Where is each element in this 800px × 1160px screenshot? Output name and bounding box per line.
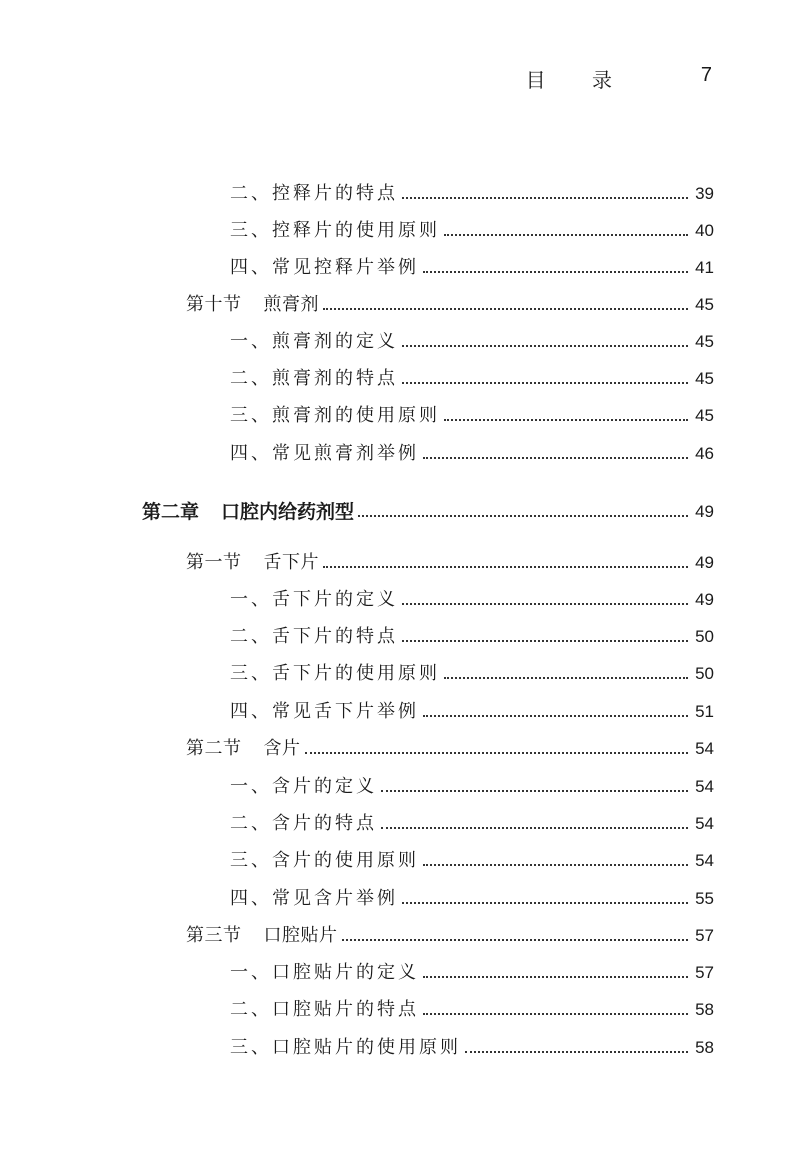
toc-entry-title: 四、常见煎膏剂举例 [230,443,419,464]
toc-item-row [230,254,714,282]
toc-item-row [230,959,714,987]
toc-leader-dots [381,827,688,829]
header-page-number: 7 [700,64,712,86]
toc-item-row [230,660,714,688]
toc-entry-page: 54 [695,777,714,796]
toc-leader-dots [444,677,688,679]
toc-leader-dots [423,457,688,459]
toc-leader-dots [402,197,688,199]
toc-entry-page: 40 [695,221,714,240]
toc-item-row [230,586,714,614]
toc-item-row [230,773,714,801]
toc-entry-title [186,735,301,763]
toc-entry-page: 45 [695,406,714,425]
toc-leader-dots [423,1013,688,1015]
toc-leader-dots [402,902,688,904]
toc-item-row [230,698,714,726]
toc-entry-text: 口腔贴片 [263,925,338,946]
toc-entry-text: 含片 [263,738,301,759]
toc-section-row [186,735,714,763]
toc-leader-dots [402,382,688,384]
toc-leader-dots [381,790,688,792]
toc-entry-page: 54 [695,739,714,758]
toc-entry-label: 第二章 [142,501,200,523]
toc-leader-dots [323,308,688,310]
toc-entry-page: 58 [695,1038,714,1057]
toc-entry-page: 51 [695,702,714,721]
toc-entry-text: 口腔内给药剂型 [221,501,355,523]
toc-item-row [230,1034,714,1062]
toc-item-row [230,328,714,356]
toc-entry-text: 煎膏剂 [263,294,319,315]
toc-leader-dots [402,345,688,347]
toc-leader-dots [305,752,689,754]
toc-item-row [230,402,714,430]
toc-entry-label: 第一节 [186,552,242,573]
toc-entry-title [186,922,338,950]
toc-leader-dots [402,603,688,605]
toc-entry-title: 四、常见控释片举例 [230,257,419,278]
toc-leader-dots [342,939,689,941]
toc-entry-page: 57 [695,926,714,945]
toc-leader-dots [423,864,688,866]
toc-entry-page: 39 [695,184,714,203]
toc-entry-title: 一、舌下片的定义 [230,589,398,610]
toc-item-row [230,440,714,468]
toc-chapter-row [142,498,714,526]
toc-entry-page: 50 [695,664,714,683]
toc-entry-text: 舌下片 [263,552,319,573]
toc-leader-dots [444,234,688,236]
toc-entry-page: 46 [695,444,714,463]
toc-entry-title: 一、含片的定义 [230,776,377,797]
toc-entry-page: 54 [695,851,714,870]
toc-entry-title: 一、煎膏剂的定义 [230,331,398,352]
toc-entry-page: 50 [695,627,714,646]
toc-entry-page: 58 [695,1000,714,1019]
toc-item-row [230,217,714,245]
toc-entry-title: 三、煎膏剂的使用原则 [230,405,440,426]
toc-leader-dots [323,566,688,568]
toc-item-row [230,885,714,913]
toc-leader-dots [465,1051,688,1053]
header-title: 目 录 [525,68,632,92]
toc-leader-dots [423,976,688,978]
toc-entry-title: 二、舌下片的特点 [230,626,398,647]
toc-item-row [230,623,714,651]
toc-leader-dots [423,271,688,273]
toc-entry-title: 四、常见含片举例 [230,888,398,909]
toc-entry-page: 45 [695,369,714,388]
toc-entry-page: 49 [695,502,714,521]
toc-entry-title: 四、常见舌下片举例 [230,701,419,722]
toc-item-row [230,996,714,1024]
toc-entry-page: 45 [695,332,714,351]
toc-leader-dots [444,419,688,421]
toc-entry-title: 三、舌下片的使用原则 [230,663,440,684]
toc-entry-title: 三、含片的使用原则 [230,850,419,871]
toc-entry-title: 二、含片的特点 [230,813,377,834]
toc-entry-page: 57 [695,963,714,982]
toc-item-row [230,180,714,208]
toc-entry-label: 第二节 [186,738,242,759]
toc-section-row [186,291,714,319]
toc-item-row [230,810,714,838]
toc-entry-page: 45 [695,295,714,314]
toc-entry-title: 二、控释片的特点 [230,183,398,204]
toc-entry-title [186,291,319,319]
toc-item-row [230,365,714,393]
toc-entry-page: 49 [695,553,714,572]
toc-entry-title [186,549,319,577]
toc-entry-title: 三、控释片的使用原则 [230,220,440,241]
toc-entry-label: 第十节 [186,294,242,315]
toc-leader-dots [358,515,688,517]
toc-entry-page: 49 [695,590,714,609]
toc-entry-page: 41 [695,258,714,277]
toc-section-row [186,922,714,950]
toc-entry-title: 三、口腔贴片的使用原则 [230,1037,461,1058]
toc-leader-dots [402,640,688,642]
toc-entry-label: 第三节 [186,925,242,946]
toc-entry-title: 二、煎膏剂的特点 [230,368,398,389]
toc-entry-title: 一、口腔贴片的定义 [230,962,419,983]
toc-leader-dots [423,715,688,717]
toc-entry-page: 54 [695,814,714,833]
toc-entry-title: 二、口腔贴片的特点 [230,999,419,1020]
toc-entry-page: 55 [695,889,714,908]
toc-section-row [186,549,714,577]
toc-entry-title [142,498,354,526]
toc-item-row [230,847,714,875]
